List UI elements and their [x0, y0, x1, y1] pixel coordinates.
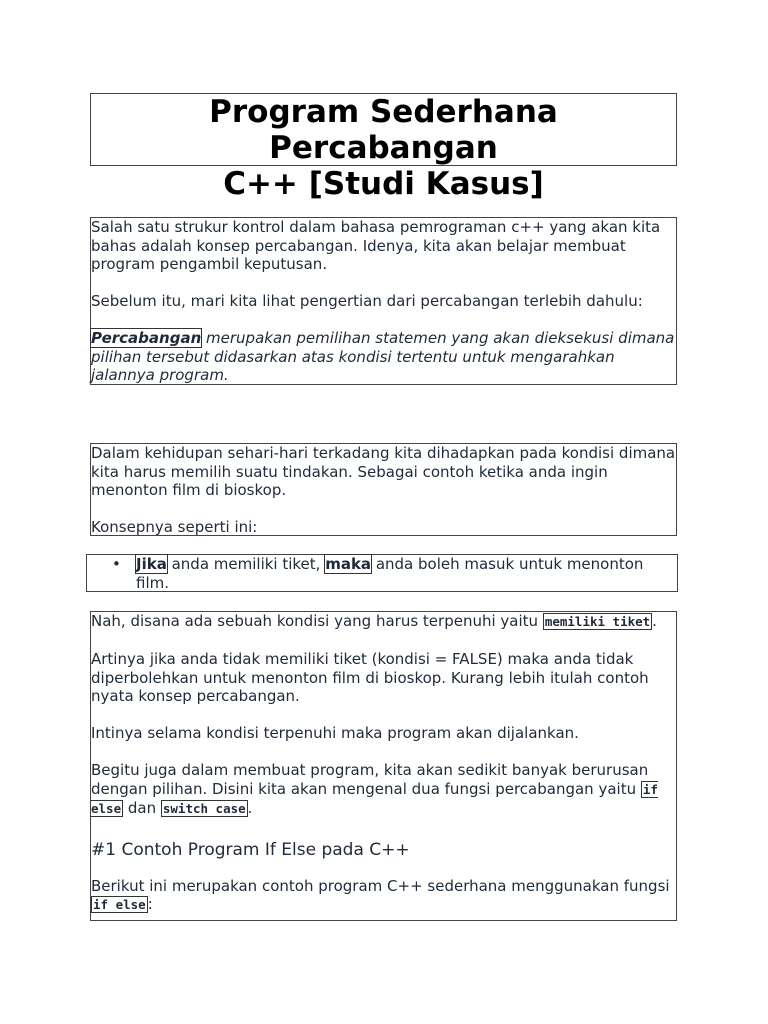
condition-end: . — [652, 612, 657, 630]
example-program-end: : — [147, 895, 153, 913]
before-definition-paragraph: Sebelum itu, mari kita lihat pengertian dari percabangan terlebih dahulu: — [91, 292, 643, 310]
example-paragraph: Dalam kehidupan sehari-hari terkadang kita dihadapkan pada kondisi dimana kita harus memilih suatu tindakan. Sebagai contoh ketika anda ingin menonton film di bioskop. — [91, 444, 676, 499]
page-title — [90, 93, 677, 202]
concept-intro: Konsepnya seperti ini: — [91, 518, 258, 536]
definition-paragraph — [91, 329, 676, 385]
condition-paragraph — [91, 612, 676, 632]
inline-code-if-else: if else — [91, 781, 658, 816]
summary-paragraph: Intinya selama kondisi terpenuhi maka program akan dijalankan. — [91, 724, 579, 742]
definition-term: Percabangan — [91, 329, 202, 347]
functions-end: . — [247, 799, 253, 817]
meaning-paragraph: Artinya jika anda tidak memiliki tiket (kondisi = FALSE) maka anda tidak diperbolehkan untuk menonton film di bioskop. Kurang lebih itulah contoh nyata konsep percabangan. — [91, 650, 649, 705]
example-section — [90, 443, 677, 536]
intro-section — [90, 217, 677, 385]
keyword-jika: Jika — [136, 555, 167, 573]
inline-code-memiliki-tiket: memiliki tiket — [544, 614, 651, 629]
example-program-paragraph — [91, 877, 676, 915]
condition-text: Nah, disana ada sebuah kondisi yang harus terpenuhi yaitu — [91, 612, 543, 630]
title-line-2: C++ [Studi Kasus] — [223, 166, 544, 202]
definition-text: merupakan pemilihan statemen yang akan dieksekusi dimana pilihan tersebut didasarkan atas kondisi tertentu untuk mengarahkan jalannya program. — [91, 329, 675, 384]
keyword-maka: maka — [325, 555, 372, 573]
intro-paragraph: Salah satu strukur kontrol dalam bahasa pemrograman c++ yang akan kita bahas adalah konsep percabangan. Idenya, kita akan belajar membuat program pengambil keputusan. — [91, 218, 661, 273]
title-line-1: Program Sederhana Percabangan — [209, 94, 558, 166]
inline-code-switch-case: switch case — [162, 801, 246, 816]
inline-code-if-else-2: if else — [93, 897, 146, 912]
bullet-list — [86, 554, 678, 592]
bullet-icon: • — [112, 555, 121, 573]
functions-mid: dan — [123, 799, 161, 817]
functions-paragraph — [91, 761, 676, 819]
example-program-text: Berikut ini merupakan contoh program C++ sederhana menggunakan fungsi — [91, 876, 670, 895]
bullet-text-mid: anda memiliki tiket, — [166, 555, 326, 573]
explanation-section — [90, 611, 677, 921]
functions-text: Begitu juga dalam membuat program, kita akan sedikit banyak berurusan dengan pilihan. Disini kita akan mengenal dua fungsi percabangan yaitu — [91, 761, 649, 798]
bullet-text-rest: anda boleh masuk untuk menonton film. — [136, 555, 644, 592]
list-item — [87, 555, 677, 592]
section-heading: #1 Contoh Program If Else pada C++ — [91, 839, 410, 860]
